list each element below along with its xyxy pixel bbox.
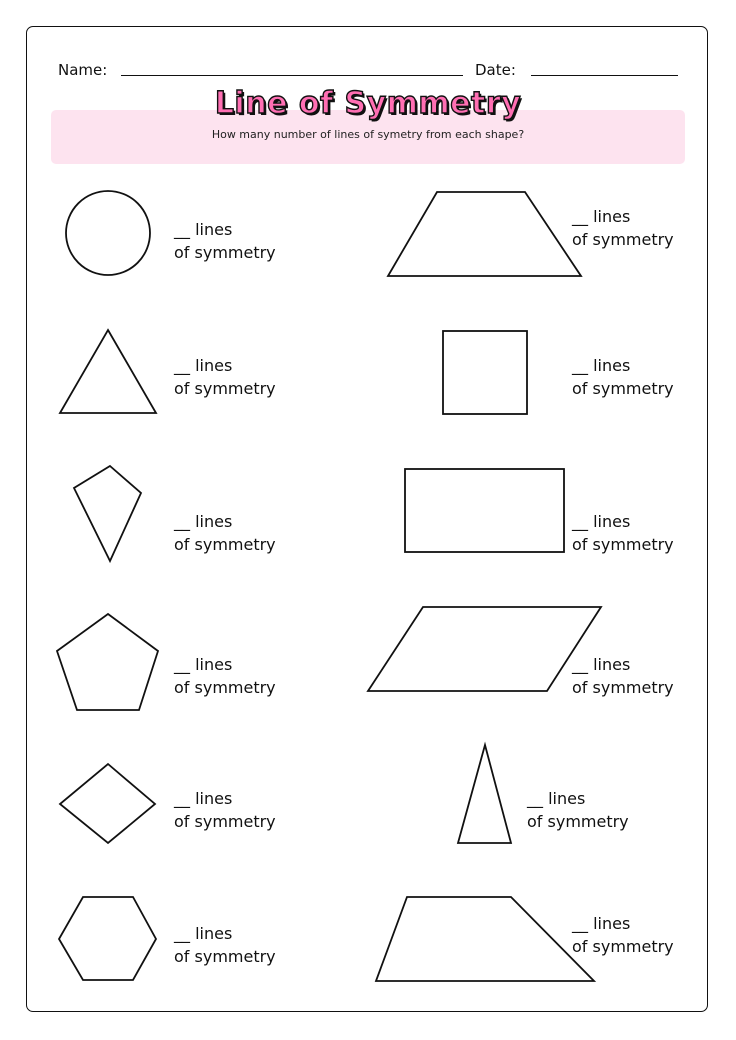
answer-label-circle bbox=[174, 218, 276, 264]
answer-blank[interactable]: __ lines bbox=[572, 356, 631, 375]
answer-suffix: of symmetry bbox=[174, 243, 276, 262]
answer-blank[interactable]: __ lines bbox=[174, 220, 233, 239]
answer-blank[interactable]: __ lines bbox=[174, 924, 233, 943]
answer-blank[interactable]: __ lines bbox=[174, 356, 233, 375]
instruction-text: How many number of lines of symetry from each shape? bbox=[211, 128, 525, 141]
trapezoid-shape bbox=[388, 192, 581, 276]
answer-blank[interactable]: __ lines bbox=[527, 789, 586, 808]
regular-pentagon-shape bbox=[57, 614, 158, 710]
equilateral-triangle-shape bbox=[60, 330, 156, 413]
kite-shape bbox=[74, 466, 141, 561]
answer-label-square bbox=[572, 354, 674, 400]
answer-blank[interactable]: __ lines bbox=[572, 512, 631, 531]
answer-suffix: of symmetry bbox=[572, 678, 674, 697]
answer-suffix: of symmetry bbox=[572, 937, 674, 956]
rectangle-shape bbox=[405, 469, 564, 552]
right-trapezoid-shape bbox=[376, 897, 594, 981]
answer-label-kite bbox=[174, 510, 276, 556]
answer-label-parallelogram bbox=[572, 653, 674, 699]
circle-shape bbox=[66, 191, 150, 275]
answer-label-trapezoid bbox=[572, 205, 674, 251]
answer-blank[interactable]: __ lines bbox=[572, 914, 631, 933]
answer-suffix: of symmetry bbox=[572, 230, 674, 249]
answer-label-rhombus bbox=[174, 787, 276, 833]
answer-suffix: of symmetry bbox=[572, 535, 674, 554]
answer-label-right-trapezoid bbox=[572, 912, 674, 958]
answer-suffix: of symmetry bbox=[174, 379, 276, 398]
answer-label-isosceles-triangle bbox=[527, 787, 629, 833]
answer-label-hexagon bbox=[174, 922, 276, 968]
date-label: Date: bbox=[475, 61, 516, 79]
answer-suffix: of symmetry bbox=[174, 678, 276, 697]
rhombus-shape bbox=[60, 764, 155, 843]
isosceles-triangle-shape bbox=[458, 745, 511, 843]
answer-label-rectangle bbox=[572, 510, 674, 556]
answer-blank[interactable]: __ lines bbox=[174, 789, 233, 808]
answer-suffix: of symmetry bbox=[527, 812, 629, 831]
worksheet-title: Line of Symmetry bbox=[214, 86, 522, 121]
parallelogram-shape bbox=[368, 607, 601, 691]
answer-suffix: of symmetry bbox=[174, 535, 276, 554]
answer-suffix: of symmetry bbox=[572, 379, 674, 398]
answer-label-pentagon bbox=[174, 653, 276, 699]
answer-blank[interactable]: __ lines bbox=[572, 655, 631, 674]
regular-hexagon-shape bbox=[59, 897, 156, 980]
answer-label-equilateral-triangle bbox=[174, 354, 276, 400]
answer-blank[interactable]: __ lines bbox=[174, 512, 233, 531]
square-shape bbox=[443, 331, 527, 414]
answer-suffix: of symmetry bbox=[174, 812, 276, 831]
answer-blank[interactable]: __ lines bbox=[572, 207, 631, 226]
answer-suffix: of symmetry bbox=[174, 947, 276, 966]
name-label: Name: bbox=[58, 61, 108, 79]
answer-blank[interactable]: __ lines bbox=[174, 655, 233, 674]
